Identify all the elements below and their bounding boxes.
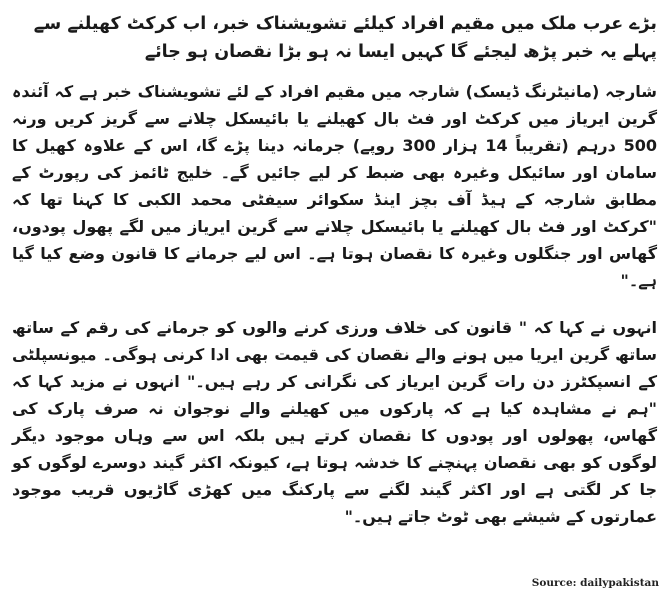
article-paragraph-1: شارجہ (مانیٹرنگ ڈیسک) شارجہ میں مقیم افراد کے لئے تشویشناک خبر ہے کہ آئندہ گرین ایریاز میں کرکٹ اور فٹ بال کھیلنے یا بائیسکل چلانے سے گریز کریں ورنہ 500 درہم (تقریباً 14 ہزار 300 روپے) جرمانہ دینا پڑے گا، اس کے علاوہ کھیل کا سامان اور سائیکل وغیرہ بھی ضبط کر لیے جائیں گے۔ خلیج ٹائمز کی رپورٹ کے مطابق شارجہ کے ہیڈ آف بچز اینڈ سکوائر سیفٹی محمد الکبی کا کہنا تھا کہ "کرکٹ اور فٹ بال کھیلنے یا بائیسکل چلانے سے گرین ایریاز میں لگے پھول پودوں، گھاس اور جنگلوں وغیرہ کا نقصان ہوتا ہے۔ اس لیے جرمانے کا قانون وضع کیا گیا ہے۔" [12, 82, 658, 290]
source-label: Source: [531, 577, 577, 589]
source-credit [532, 577, 659, 589]
source-value: dailypakistan [580, 577, 659, 589]
article-headline: بڑے عرب ملک میں مقیم افراد کیلئے تشویشناک خبر، اب کرکٹ کھیلنے سے پہلے یہ خبر پڑھ لیجئے گا کہیں ایسا نہ ہو بڑا نقصان ہو جائے [33, 14, 657, 62]
article-paragraph-2: انہوں نے کہا کہ " قانون کی خلاف ورزی کرنے والوں کو جرمانے کی رقم کے ساتھ ساتھ گرین ایریا میں ہونے والے نقصان کی قیمت بھی ادا کرنی ہوگی۔ میونسپلٹی کے انسپکٹرز دن رات گرین ایریاز کی نگرانی کر رہے ہیں۔" انہوں نے مزید کہا کہ "ہم نے مشاہدہ کیا ہے کہ پارکوں میں کھیلنے والے نوجوان نہ صرف پارک کی گھاس، پھولوں اور پودوں کا نقصان کرتے ہیں بلکہ اس سے وہاں موجود دیگر لوگوں کو بھی نقصان پہنچنے کا خدشہ ہوتا ہے، کیونکہ اکثر گیند دوسرے لوگوں کو جا کر لگتی ہے اور اکثر گیند لگنے سے پارکنگ میں کھڑی گاڑیوں قریب موجود عمارتوں کے شیشے بھی ٹوٹ جاتے ہیں۔" [12, 318, 657, 526]
